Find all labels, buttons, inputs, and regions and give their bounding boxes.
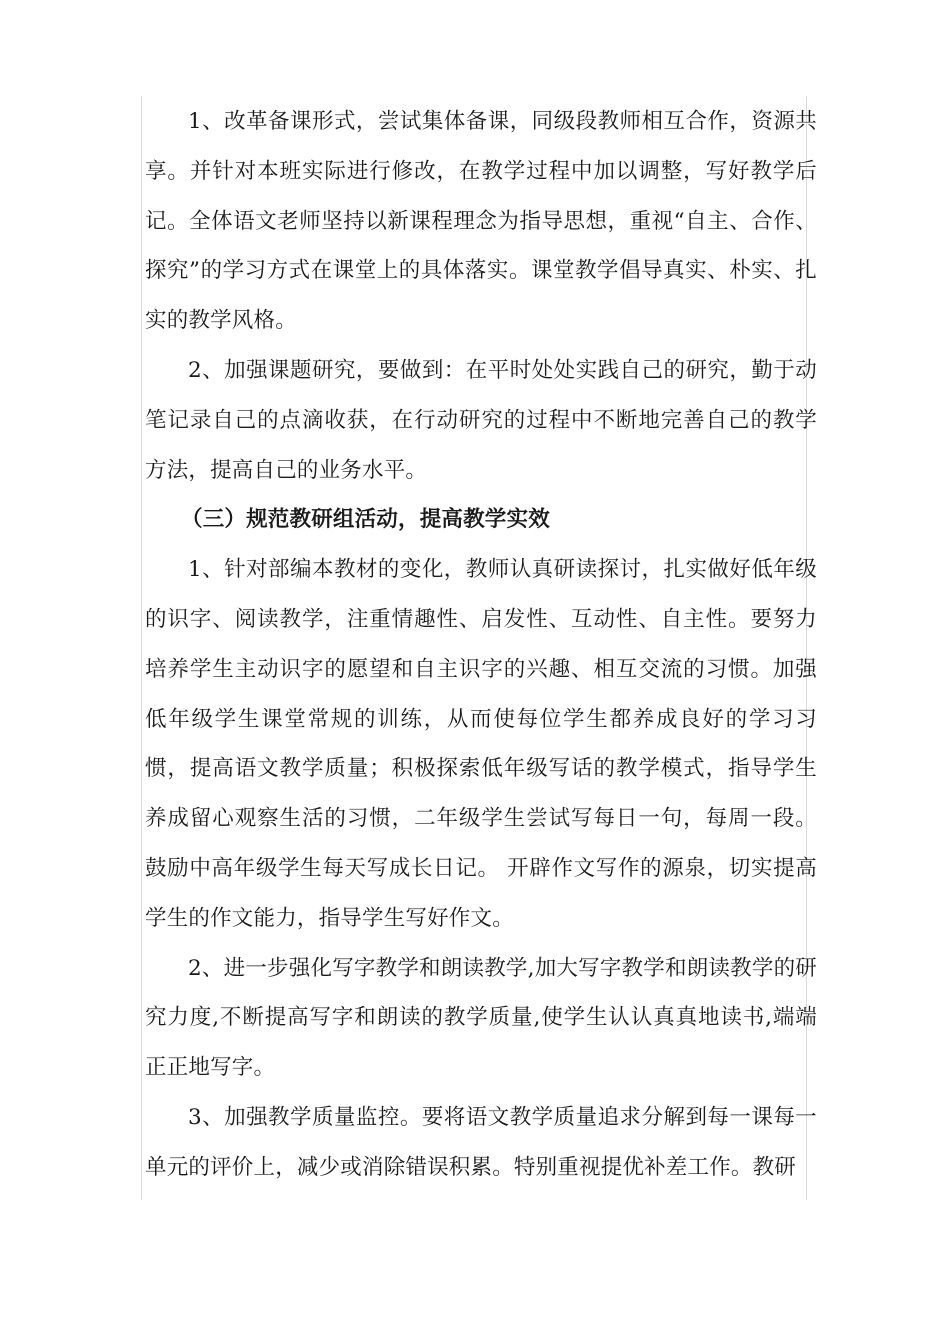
paragraph-topic-research: 2、加强课题研究，要做到：在平时处处实践自己的研究，勤于动笔记录自己的点滴收获，在行动研究的过程中不断地完善自己的教学方法，提高自己的业务水平。: [145, 357, 817, 483]
paragraph-textbook-changes: 1、针对部编本教材的变化，教师认真研读探讨，扎实做好低年级的识字、阅读教学，注重情趣性、启发性、互动性、自主性。要努力培养学生主动识字的愿望和自主识字的兴趣、相互交流的习惯。加强低年级学生课堂常规的训练，从而使每位学生都养成良好的学习习惯，提高语文教学质量；积极探索低年级写话的教学模式，指导学生养成留心观察生活的习惯，二年级学生尝试写每日一句，每周一段。鼓励中高年级学生每天写成长日记。 开辟作文写作的源泉，切实提高学生的作文能力，指导学生写好作文。: [145, 557, 817, 931]
paragraph-quality-monitoring: 3、加强教学质量监控。要将语文教学质量追求分解到每一课每一单元的评价上，减少或消除错误积累。特别重视提优补差工作。教研: [145, 1104, 817, 1180]
document-body: [145, 97, 817, 1193]
section-heading: （三）规范教研组活动，提高教学实效: [181, 507, 550, 533]
paragraph-writing-reading: 2、进一步强化写字教学和朗读教学,加大写字教学和朗读教学的研究力度,不断提高写字和朗读的教学质量,使学生认认真真地读书,端端正正地写字。: [145, 955, 817, 1081]
paragraph-reform-lesson-prep: 1、改革备课形式，尝试集体备课，同级段教师相互合作，资源共享。并针对本班实际进行修改，在教学过程中加以调整，写好教学后记。全体语文老师坚持以新课程理念为指导思想，重视“自主、合作、探究”的学习方式在课堂上的具体落实。课堂教学倡导真实、朴实、扎实的教学风格。: [145, 109, 817, 334]
